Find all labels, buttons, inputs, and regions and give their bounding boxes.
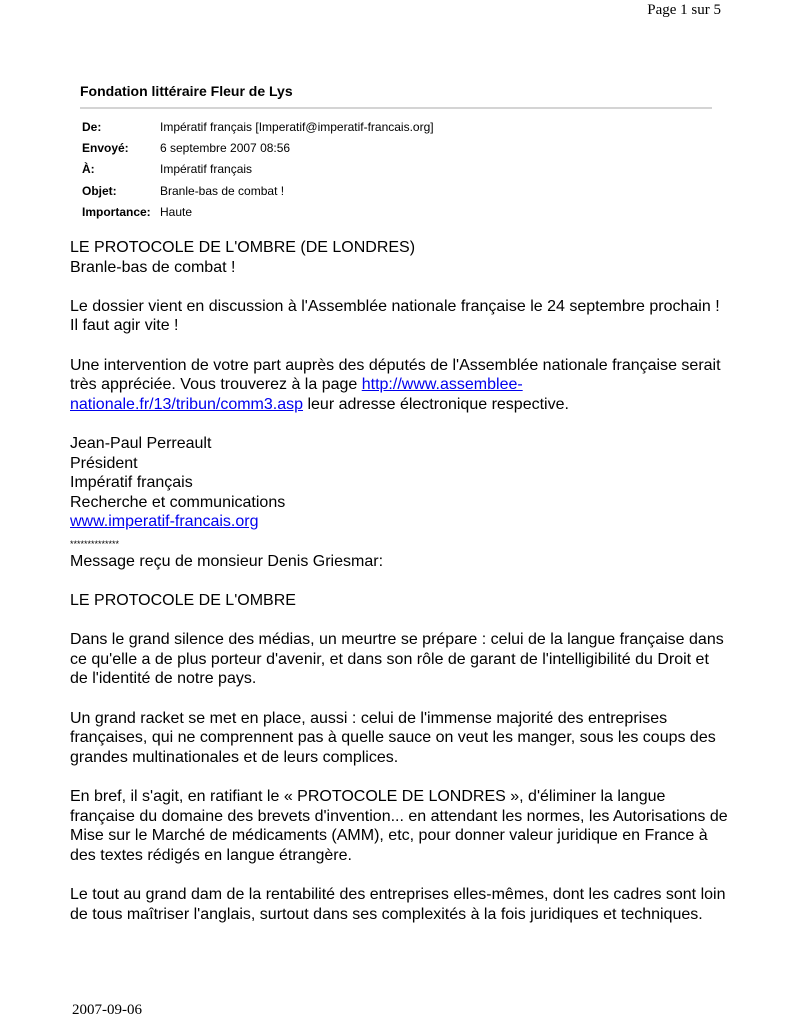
paragraph-6: Le tout au grand dam de la rentabilité des entreprises elles-mêmes, dont les cadres sont loin de tous maîtriser l'anglais, surtout dans ses complexités à la fois juridiques et techniques. (70, 886, 726, 923)
email-body (70, 238, 730, 944)
meta-row-subject (82, 180, 434, 201)
meta-row-from (82, 116, 434, 137)
paragraph-3: Dans le grand silence des médias, un meurtre se prépare : celui de la langue française dans ce qu'elle a de plus porteur d'avenir, et dans son rôle de garant de l'intelligibilité du Droit et de l'identité de notre pays. (70, 631, 724, 688)
heading-line-1: LE PROTOCOLE DE L'OMBRE (DE LONDRES) (70, 239, 416, 256)
meta-value-importance: Haute (160, 204, 193, 219)
meta-label-from: De: (82, 119, 102, 134)
signature-dept: Recherche et communications (70, 493, 286, 511)
meta-value-from: Impératif français [Imperatif@imperatif-francais.org] (160, 119, 434, 134)
meta-value-sent: 6 septembre 2007 08:56 (160, 140, 291, 155)
meta-label-subject: Objet: (82, 183, 117, 198)
signature-org: Impératif français (70, 474, 193, 492)
meta-label-sent: Envoyé: (82, 140, 129, 155)
paragraph-1: Le dossier vient en discussion à l'Assemblée nationale française le 24 septembre prochain ! Il faut agir vite ! (70, 297, 720, 335)
received-line: Message reçu de monsieur Denis Griesmar: (70, 552, 384, 570)
page-date-footer: 2007-09-06 (72, 1002, 142, 1018)
meta-row-importance (82, 201, 434, 222)
paragraph-2-after: leur adresse électronique respective. (303, 395, 569, 413)
separator-stars: ************** (70, 538, 120, 549)
email-meta-table (82, 116, 434, 222)
meta-row-to (82, 159, 434, 180)
paragraph-5: En bref, il s'agit, en ratifiant le « PROTOCOLE DE LONDRES », d'éliminer la langue française du domaine des brevets d'invention... en attendant les normes, les Autorisations de Mise sur le Marché de médicaments (AMM), etc, pour donner valeur juridique en France à des textes rédigés en langue étrangère. (70, 788, 728, 864)
paragraph-4: Un grand racket se met en place, aussi : celui de l'immense majorité des entreprises françaises, qui ne comprennent pas à quelle sauce on veut les manger, sous les coups des grandes multinationales et de leurs complices. (70, 709, 716, 766)
assemblee-link[interactable]: http://www.assemblee-nationale.fr/13/tribun/comm3.asp (70, 376, 523, 413)
meta-row-sent (82, 137, 434, 158)
meta-value-subject: Branle-bas de combat ! (160, 183, 285, 198)
paragraph-2 (70, 356, 730, 415)
meta-label-to: À: (82, 162, 95, 177)
signature-name: Jean-Paul Perreault (70, 434, 212, 452)
body-heading (70, 238, 730, 277)
signature-title: Président (70, 454, 138, 472)
meta-label-importance: Importance: (82, 204, 151, 219)
signature-block (70, 434, 730, 532)
heading-line-2: Branle-bas de combat ! (70, 258, 236, 276)
website-link[interactable]: www.imperatif-francais.org (70, 513, 259, 531)
page-number-header: Page 1 sur 5 (647, 2, 721, 18)
subheading: LE PROTOCOLE DE L'OMBRE (70, 592, 296, 610)
paragraph-2-before: Une intervention de votre part auprès des députés de l'Assemblée nationale française serait très appréciée. Vous trouverez à la page (70, 356, 721, 394)
org-title: Fondation littéraire Fleur de Lys (80, 83, 293, 99)
header-divider (80, 107, 712, 109)
meta-value-to: Impératif français (160, 162, 253, 177)
